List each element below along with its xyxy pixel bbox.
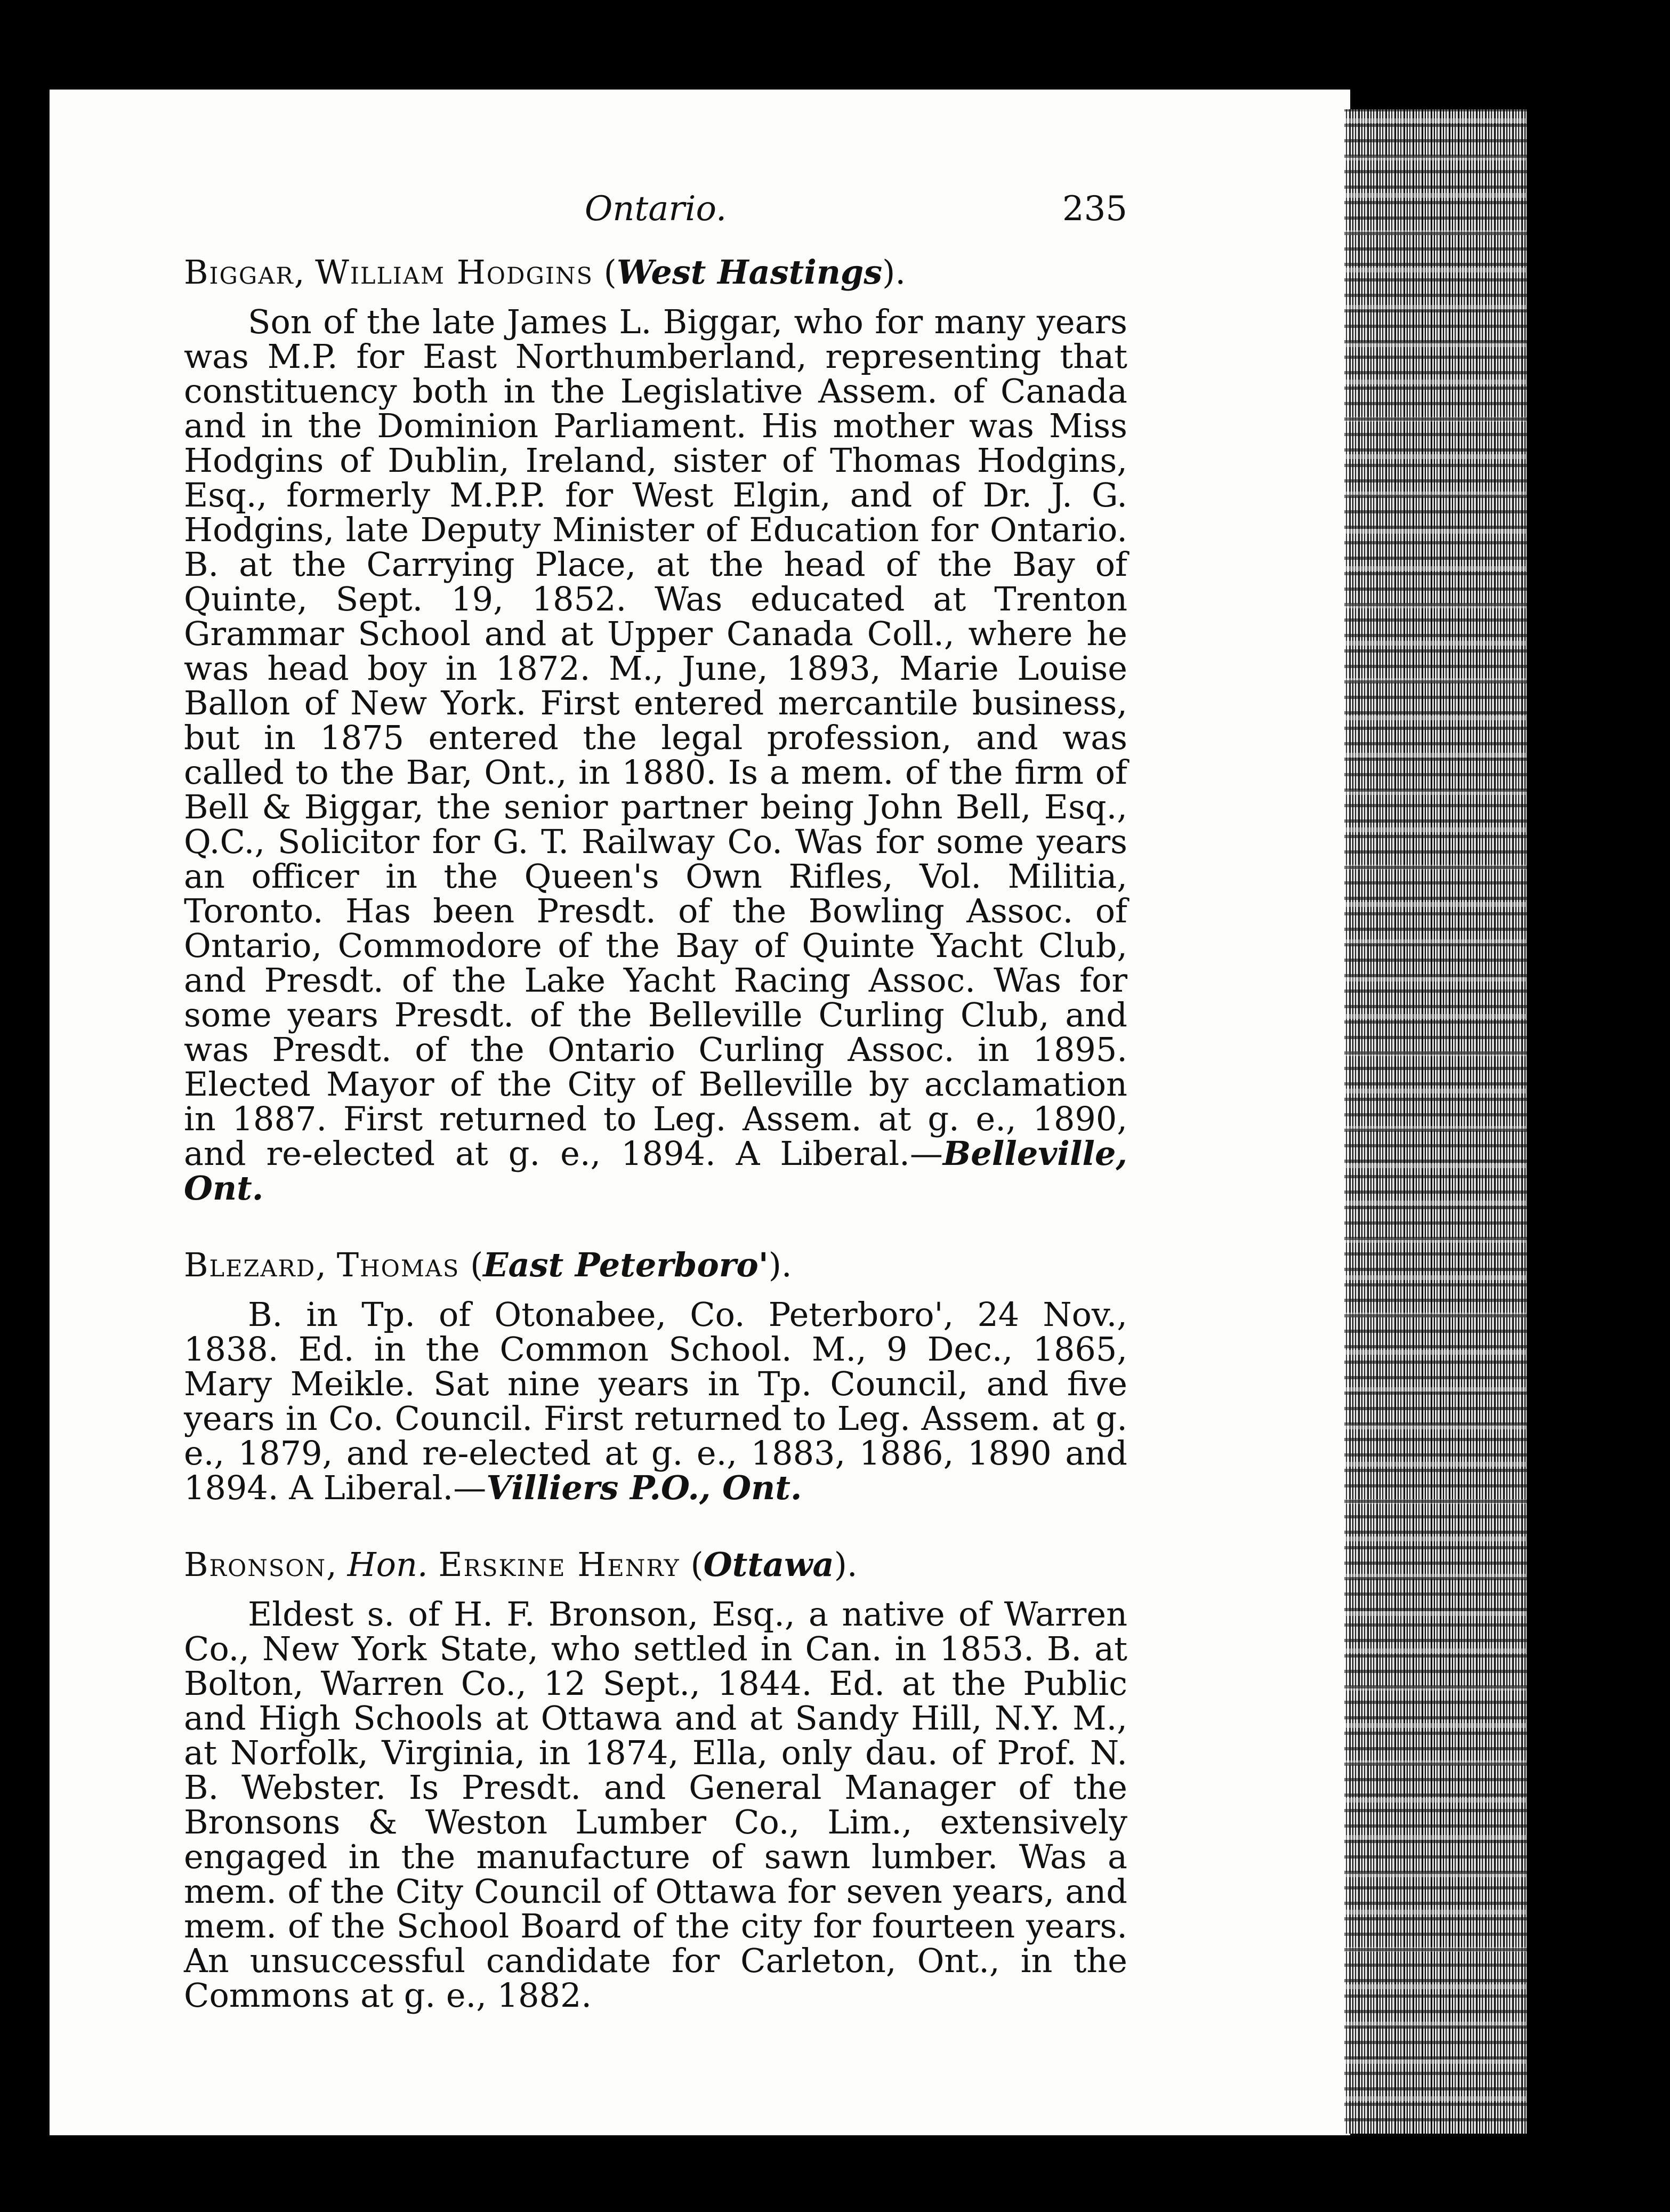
page-number: 235: [1062, 189, 1127, 229]
entry-surname: Biggar: [184, 253, 294, 292]
running-head: [184, 189, 1127, 248]
entry-text: [184, 1297, 1127, 1505]
entry-address: Villiers P.O., Ont.: [486, 1468, 802, 1507]
entry-given-name: Erskine Henry: [438, 1545, 680, 1584]
entry-constituency: Ottawa: [703, 1545, 834, 1584]
entry-text: [184, 1597, 1127, 2013]
running-head-title: Ontario.: [584, 189, 727, 229]
entry-constituency: West Hastings: [616, 253, 883, 292]
entry-surname: Blezard: [184, 1245, 316, 1284]
page-text: [184, 189, 1127, 2048]
page-edges: [1344, 109, 1527, 2134]
entry-text: [184, 302, 1127, 1208]
entry-heading: Biggar, William Hodgins (West Hastings).: [184, 253, 906, 292]
entry-heading: Blezard, Thomas (East Peterboro').: [184, 1245, 792, 1284]
entry-blezard: [184, 1241, 1127, 1505]
entry-biography: Son of the late James L. Biggar, who for many years was M.P. for East Northumberland, representing that constituency both in the Legislative Assem. of Canada and in the Dominion Parliament. His mother was Miss Hodgins of Dublin, Ireland, sister of Thomas Hodgins, Esq., formerly M.P.P. for West Elgin, and of Dr. J. G. Hodgins, late Deputy Minister of Education for Ontario. B. at the Carrying Place, at the head of the Bay of Quinte, Sept. 19, 1852. Was educated at Trenton Grammar School and at Upper Canada Coll., where he was head boy in 1872. M., June, 1893, Marie Louise Ballon of New York. First entered mercantile business, but in 1875 entered the legal profession, and was called to the Bar, Ont., in 1880. Is a mem. of the firm of Bell & Biggar, the senior partner being John Bell, Esq., Q.C., Solicitor for G. T. Railway Co. Was for some years an officer in the Queen's Own Rifles, Vol. Militia, Toronto. Has been Presdt. of the Bowling Assoc. of Ontario, Commodore of the Bay of Quinte Yacht Club, and Presdt. of the Lake Yacht Racing Assoc. Was for some years Presdt. of the Belleville Curling Club, and was Presdt. of the Ontario Curling Assoc. in 1895. Elected Mayor of the City of Belleville by acclamation in 1887. First returned to Leg. Assem. at g. e., 1890, and re-elected at g. e., 1894. A Liberal.—: [184, 302, 1127, 1173]
entry-heading: Bronson, Hon. Erskine Henry (Ottawa).: [184, 1545, 858, 1584]
entry-biography: B. in Tp. of Otonabee, Co. Peterboro', 24 Nov., 1838. Ed. in the Common School. M., 9 Dec., 1865, Mary Meikle. Sat nine years in Tp. Council, and five years in Co. Council. First returned to Leg. Assem. at g. e., 1879, and re-elected at g. e., 1883, 1886, 1890 and 1894. A Liberal.—: [184, 1295, 1127, 1507]
entry-biography: Eldest s. of H. F. Bronson, Esq., a native of Warren Co., New York State, who settled in Can. in 1853. B. at Bolton, Warren Co., 12 Sept., 1844. Ed. at the Public and High Schools at Ottawa and at Sandy Hill, N.Y. M., at Norfolk, Virginia, in 1874, Ella, only dau. of Prof. N. B. Webster. Is Presdt. and General Manager of the Bronsons & Weston Lumber Co., Lim., extensively engaged in the manufacture of sawn lumber. Was a mem. of the City Council of Ottawa for seven years, and mem. of the School Board of the city for fourteen years. An unsuccessful candidate for Carleton, Ont., in the Commons at g. e., 1882.: [184, 1595, 1127, 2015]
entry-bronson: [184, 1540, 1127, 2013]
entry-given-name: William Hodgins: [315, 253, 593, 292]
entry-address: Belleville, Ont.: [184, 1134, 1127, 1208]
entry-title-prefix: Hon.: [347, 1545, 428, 1584]
entry-given-name: Thomas: [336, 1245, 460, 1284]
entry-constituency: East Peterboro': [483, 1245, 769, 1284]
entry-surname: Bronson: [184, 1545, 327, 1584]
entry-biggar: [184, 248, 1127, 1208]
